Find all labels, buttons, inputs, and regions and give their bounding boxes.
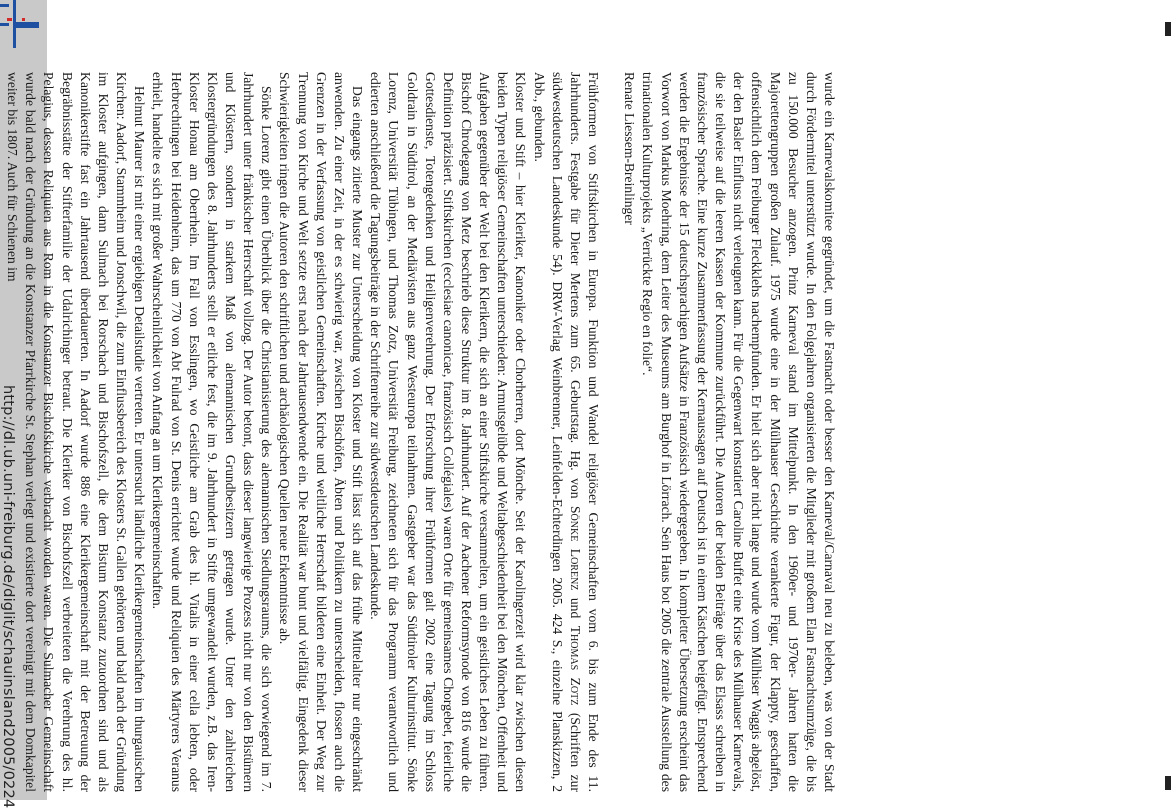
citation-text: Frühformen von Stiftskirchen in Europa. Funktion und Wandel religiöser Gemeinschaften vom 6. bis zum Ende des 11. Jahrhunderts. Festgabe für Dieter Mertens zum 65. Geburtstag. Hg. von (567, 72, 602, 792)
review-signature: Renate Liessem-Breinlinger (622, 72, 638, 225)
citation-editor: Thomas Zotz (567, 625, 583, 706)
page-edge-mark (1165, 776, 1171, 790)
citation-text: und (567, 590, 583, 626)
body-paragraph: Helmut Maurer ist mit einer ergiebigen Detailstudie vertreten. Er untersucht ländliche Klerikergemeinschaften im thurgauischen Kirchen: Aadorf, Stammheim und Jonschwil, die zum Einflussbereich des Klosters St. Gallen gehörten und bald nach der Gründung im Kloster aufgingen, dann Sulmach bei Rorschach und Bischofszell, die dem Bistum Konstanz zuzuordnen sind und als Kanonikerstifte fast ein Jahrtausend überdauerten. In Aadorf wurde 886 eine Klerikergemeinschaft mit der Betreuung der Begräbnisstätte der Stifterfamilie der Udalrichinger betraut. Die Kleriker von Bischofszell verbreiteten die Verehrung des hl. Pelagius, dessen Reliquien aus Rom in die Konstanzer Bischofskirche verbracht worden waren. Die Sulmacher Gemeinschaft wurde bald nach der Gründung an die Konstanzer Pfarrkirche St. Stephan verlegt und existierte dort vereinigt mit dem Domkapitel weiter bis 1807. Auch für Schienen im (5, 72, 148, 792)
citation-editor: Sönke Lorenz (567, 505, 583, 591)
source-url[interactable]: http://dl.ub.uni-freiburg.de/diglit/schauinsland2005/0224 (0, 385, 17, 808)
body-paragraph: Sönke Lorenz gibt einen Überblick über die Christianisierung des alemannischen Siedlungsraums, die sich vorwiegend im 7. Jahrhundert unter fränkischer Herrschaft vollzog. Der Autor betont, dass dieser langwierige Prozess nicht nur von den Bistümern und Klöstern, sondern in starkem Maß von alemannischen Grundbesitzern getragen wurde. Unter den zahlreichen Klostergründungen des 8. Jahrhunderts stellt er etliche fest, die im 9. Jahrhundert in Stifte umgewandelt wurden, z.B. das Iren-Kloster Honau am Oberrhein. Im Fall von Esslingen, wo Geistliche am Grab des hl. Vitalis in einer cella lebten, oder Herbrechtingen bei Heidenheim, das um 770 von Abt Fulrad von St. Denis errichtet wurde und Reliquien des Märtyrers Veranus erhielt, handelte es sich mit großer Wahrscheinlichkeit von Anfang an um Klerikergemeinschaften. (150, 72, 275, 792)
body-paragraph: Kloster und Stift – hier Kleriker, Kanoniker oder Chorherren, dort Mönche. Seit der Karolingerzeit wird klar zwischen diesen beiden Typen religiöser Gemeinschaften unterschieden: Armutsgelübde und Weltabgeschiedenheit bei den Mönchen, Offenheit und Aufgaben gegenüber der Welt bei den Klerikern, die sich an einer Stiftskirche versammelten, um ein geistliches Leben zu führen. Bischof Chrodegang von Metz beschrieb diese Struktur im 8. Jahrhundert. Auf der Aachener Reformsynode von 816 wurde die Definition präzisiert. Stiftskirchen (ecclesiae canonicae, französisch Collégiales) waren Orte für gemeinsames Chorgebet, feierliche Gottesdienste, Totengedenken und Heiligenverehrung. Der Erforschung ihrer Frühformen galt 2002 eine Tagung im Schloss Goldrain in Südtirol, an der Mediävisten aus ganz Westeuropa teilnahmen. Gastgeber war das Südtiroler Kulturinstitut. Sönke Lorenz, Universität Tübingen, und Thomas Zotz, Universität Freiburg, zeichneten sich für das Programm verantwortlich und edierten anschließend die Tagungsbeiträge in der Schriftenreihe zur südwestdeutschen Landeskunde. (368, 72, 529, 792)
book-citation (530, 72, 603, 792)
body-paragraph: Das eingangs zitierte Muster zur Unterscheidung von Kloster und Stift lässt sich auf das frühe Mittelalter nur eingeschränkt anwenden. Zu einer Zeit, in der es schwierig war, zwischen Bischöfen, Äbten und Politikern zu unterscheiden, flossen auch die Grenzen in der Verfassung von geistlichen Gemeinschaften. Kirche und weltliche Herrschaft bildeten eine Einheit. Der Weg zur Trennung von Kirche und Welt setzte erst nach der Jahrtausendwende ein. Die Realität war bunt und vielfältig. Eingedenk dieser Schwierigkeiten ringen die Autoren den schriftlichen und archäologischen Quellen neue Erkenntnisse ab. (277, 72, 366, 792)
body-paragraph: wurde ein Karnevalskomitee gegründet, um die Fastnacht oder besser den Karneval/Carnaval neu zu beleben, was von der Stadt durch Fördermittel unterstützt wurde. In den Folgejahren organisierten die Mitglieder mit großem Elan Fastnachtsumzüge, die bis zu 150.000 Besucher anzogen. Prinz Karneval stand im Mittelpunkt. In den 1960er- und 1970er- Jahren hatten die Majorettengruppen großen Zulauf. 1975 wurde eine in der Mülhauser Geschichte verankerte Figur, der Klappty, geschaffen, offensichtlich dem Freiburger Fleckklehs nachempfunden. Er hielt sich aber nicht lange und wurde vom Mülhiser Waggis abgelöst, der den Basler Einfluss nicht verleugnen kann. Für die Gegenwart konstatiert Caroline Buffet eine Krise des Mülhauser Karnevals, die sie teilweise auf die leeren Kassen der Kommune zurückführt. Die Autoren der beiden Beiträge über das Elsass schreiben in französischer Sprache. Eine kurze Zusammenfassung der Kernaussagen auf Deutsch ist in einem Kästchen beigefügt. Entsprechend werden die Ergebnisse der 15 deutschsprachigen Aufsätze in Französisch wiedergegeben. In kompletter Übersetzung erscheint das Vorwort von Markus Moehring, dem Leiter des Museums am Burghof in Lörrach. Sein Haus bot 2005 die zentrale Ausstellung des trinationalen Kulturprojekts „Verrückte Regio en folie“. (640, 72, 837, 792)
citation-text: (Schriften zur südwestdeutschen Landeskunde 54). DRW-Verlag Weinbrenner, Leinfelden-Echterdingen 2005. 424 S., einzelne Planskizzen, 2 Abb., gebunden. (531, 72, 583, 792)
section-gap (602, 72, 620, 792)
library-logo-icon (0, 0, 42, 48)
page-edge-mark (1165, 22, 1171, 36)
